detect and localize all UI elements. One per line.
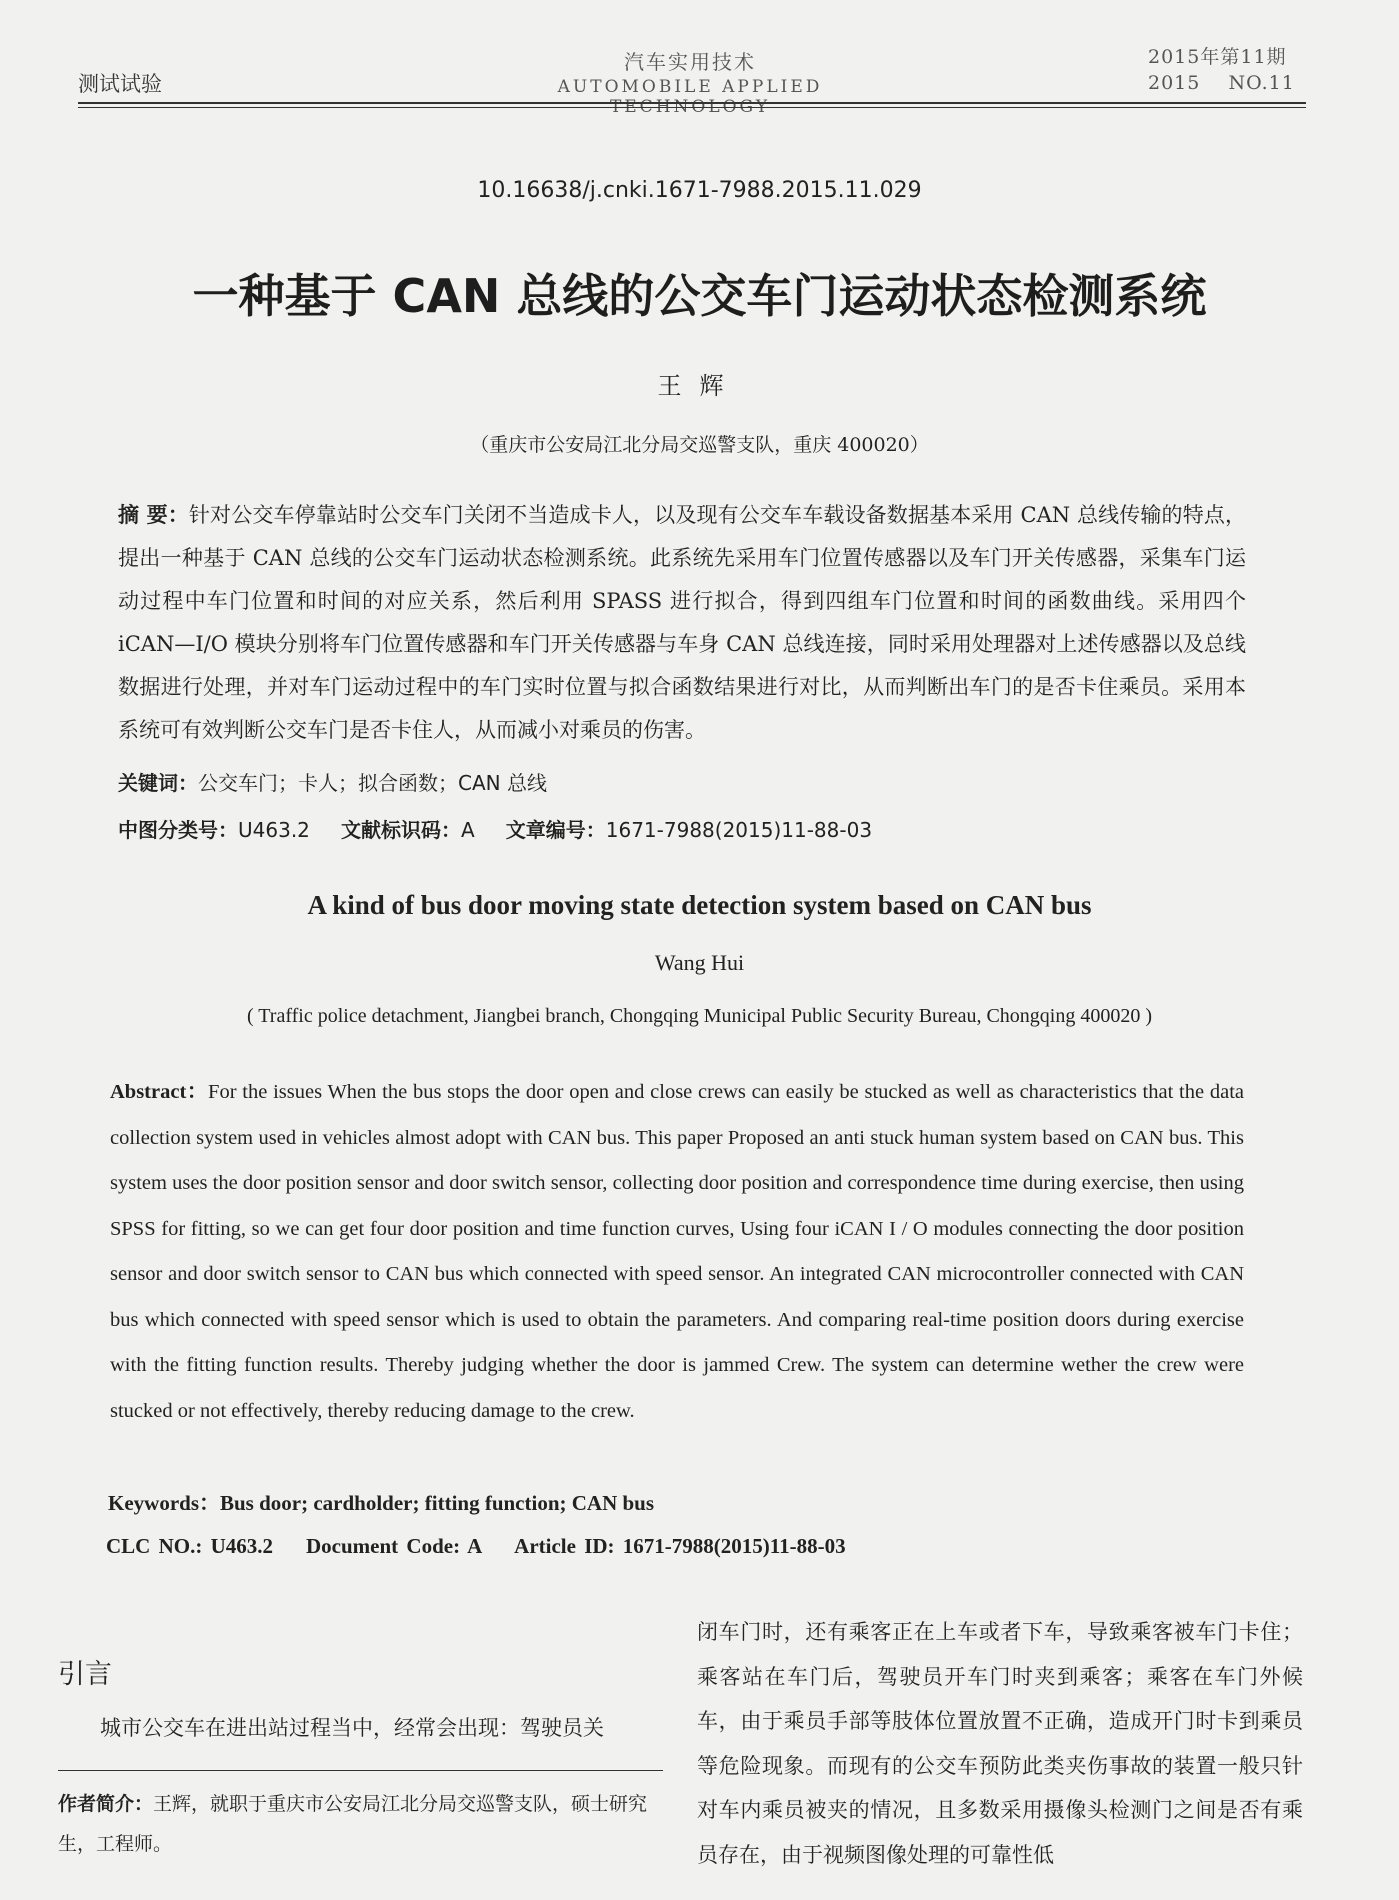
author-footnote bbox=[58, 1784, 663, 1864]
affiliation-cn: （重庆市公安局江北分局交巡警支队，重庆 400020） bbox=[470, 434, 929, 456]
clc-cn-value: U463.2 bbox=[238, 818, 310, 842]
intro-paragraph-left: 城市公交车在进出站过程当中，经常会出现：驾驶员关 bbox=[100, 1716, 604, 1740]
issue-cn: 2015年第11期 bbox=[1148, 46, 1287, 68]
journal-name-cn: 汽车实用技术 bbox=[624, 50, 756, 74]
keywords-cn bbox=[118, 767, 547, 796]
abstract-en-label: Abstract： bbox=[110, 1081, 209, 1103]
keywords-en bbox=[108, 1487, 654, 1517]
abstract-cn-label: 摘 要： bbox=[118, 503, 189, 527]
keywords-cn-text: 公交车门；卡人；拟合函数；CAN 总线 bbox=[198, 771, 547, 795]
keywords-en-text: Bus door; cardholder; fitting function; CAN bus bbox=[220, 1491, 655, 1515]
footnote-rule bbox=[58, 1770, 663, 1771]
abstract-en-text: For the issues When the bus stops the door open and close crews can easily be stucked as well as characteristics that the data collection system used in vehicles almost adopt with CAN bus. This paper Proposed an anti stuck human system based on CAN bus. This system uses the door position sensor and door switch sensor, collecting door position and correspondence time during exercise, then using SPSS for fitting, so we can get four door position and time function curves, Using four iCAN I / O modules connecting the door position sensor and door switch sensor to CAN bus which connected with speed sensor. An integrated CAN microcontroller connected with CAN bus which connected with speed sensor which is used to obtain the parameters. And comparing real-time position doors during exercise with the fitting function results. Thereby judging whether the door is jammed Crew. The system can determine wether the crew were stucked or not effectively, thereby reducing damage to the crew. bbox=[110, 1081, 1244, 1422]
abstract-cn-text: 针对公交车停靠站时公交车门关闭不当造成卡人，以及现有公交车车载设备数据基本采用 CAN 总线传输的特点，提出一种基于 CAN 总线的公交车门运动状态检测系统。此系统先采用车门位置传感器以及车门开关传感器，采集车门运动过程中车门位置和时间的对应关系，然后利用 SPASS 进行拟合，得到四组车门位置和时间的函数曲线。采用四个 iCAN—I/O 模块分别将车门位置传感器和车门开关传感器与车身 CAN 总线连接，同时采用处理器对上述传感器以及总线数据进行处理，并对车门运动过程中的车门实时位置与拟合函数结果进行对比，从而判断出车门的是否卡住乘员。采用本系统可有效判断公交车门是否卡住人，从而减小对乘员的伤害。 bbox=[118, 503, 1246, 742]
article-id-cn-value: 1671-7988(2015)11-88-03 bbox=[605, 818, 873, 842]
article-id-en: Article ID: 1671-7988(2015)11-88-03 bbox=[514, 1534, 846, 1558]
header-rule-thin bbox=[78, 107, 1306, 108]
affiliation-en: ( Traffic police detachment, Jiangbei branch, Chongqing Municipal Public Security Bureau, Chongqing 400020 ) bbox=[246, 1005, 1153, 1027]
header-rule-thick bbox=[78, 102, 1306, 104]
author-en: Wang Hui bbox=[654, 950, 745, 975]
section-label: 测试试验 bbox=[78, 72, 162, 96]
author-cn: 王辉 bbox=[657, 372, 742, 400]
classification-en bbox=[106, 1534, 846, 1559]
abstract-cn bbox=[118, 494, 1246, 752]
doi: 10.16638/j.cnki.1671-7988.2015.11.029 bbox=[477, 178, 922, 203]
article-id-cn-label: 文章编号： bbox=[505, 818, 606, 842]
abstract-en bbox=[110, 1070, 1244, 1434]
section-heading-intro: 引言 bbox=[58, 1659, 112, 1690]
doc-code-cn-value: A bbox=[460, 818, 475, 842]
intro-paragraph-right: 闭车门时，还有乘客正在上车或者下车，导致乘客被车门卡住；乘客站在车门后，驾驶员开车门时夹到乘客；乘客在车门外候车，由于乘员手部等肢体位置放置不正确，造成开门时卡到乘员等危险现象。而现有的公交车预防此类夹伤事故的装置一般只针对车内乘员被夹的情况，且多数采用摄像头检测门之间是否有乘员存在，由于视频图像处理的可靠性低 bbox=[697, 1620, 1303, 1867]
title-cn: 一种基于 CAN 总线的公交车门运动状态检测系统 bbox=[192, 269, 1207, 323]
footnote-label: 作者简介： bbox=[58, 1793, 154, 1815]
classification-cn bbox=[118, 814, 872, 843]
keywords-en-label: Keywords： bbox=[108, 1491, 220, 1515]
journal-name-en: AUTOMOBILE APPLIED TECHNOLOGY bbox=[557, 77, 823, 117]
clc-cn-label: 中图分类号： bbox=[118, 818, 238, 842]
footnote-text: 王辉，就职于重庆市公安局江北分局交巡警支队，硕士研究生，工程师。 bbox=[58, 1793, 648, 1855]
issue-en: 2015 NO.11 bbox=[1148, 72, 1295, 94]
issue-info bbox=[1148, 44, 1295, 96]
doc-code-en: Document Code: A bbox=[306, 1534, 483, 1558]
keywords-cn-label: 关键词： bbox=[118, 771, 198, 795]
doc-code-cn-label: 文献标识码： bbox=[340, 818, 461, 842]
clc-en: CLC NO.: U463.2 bbox=[106, 1534, 273, 1558]
title-en: A kind of bus door moving state detection system based on CAN bus bbox=[307, 890, 1092, 920]
